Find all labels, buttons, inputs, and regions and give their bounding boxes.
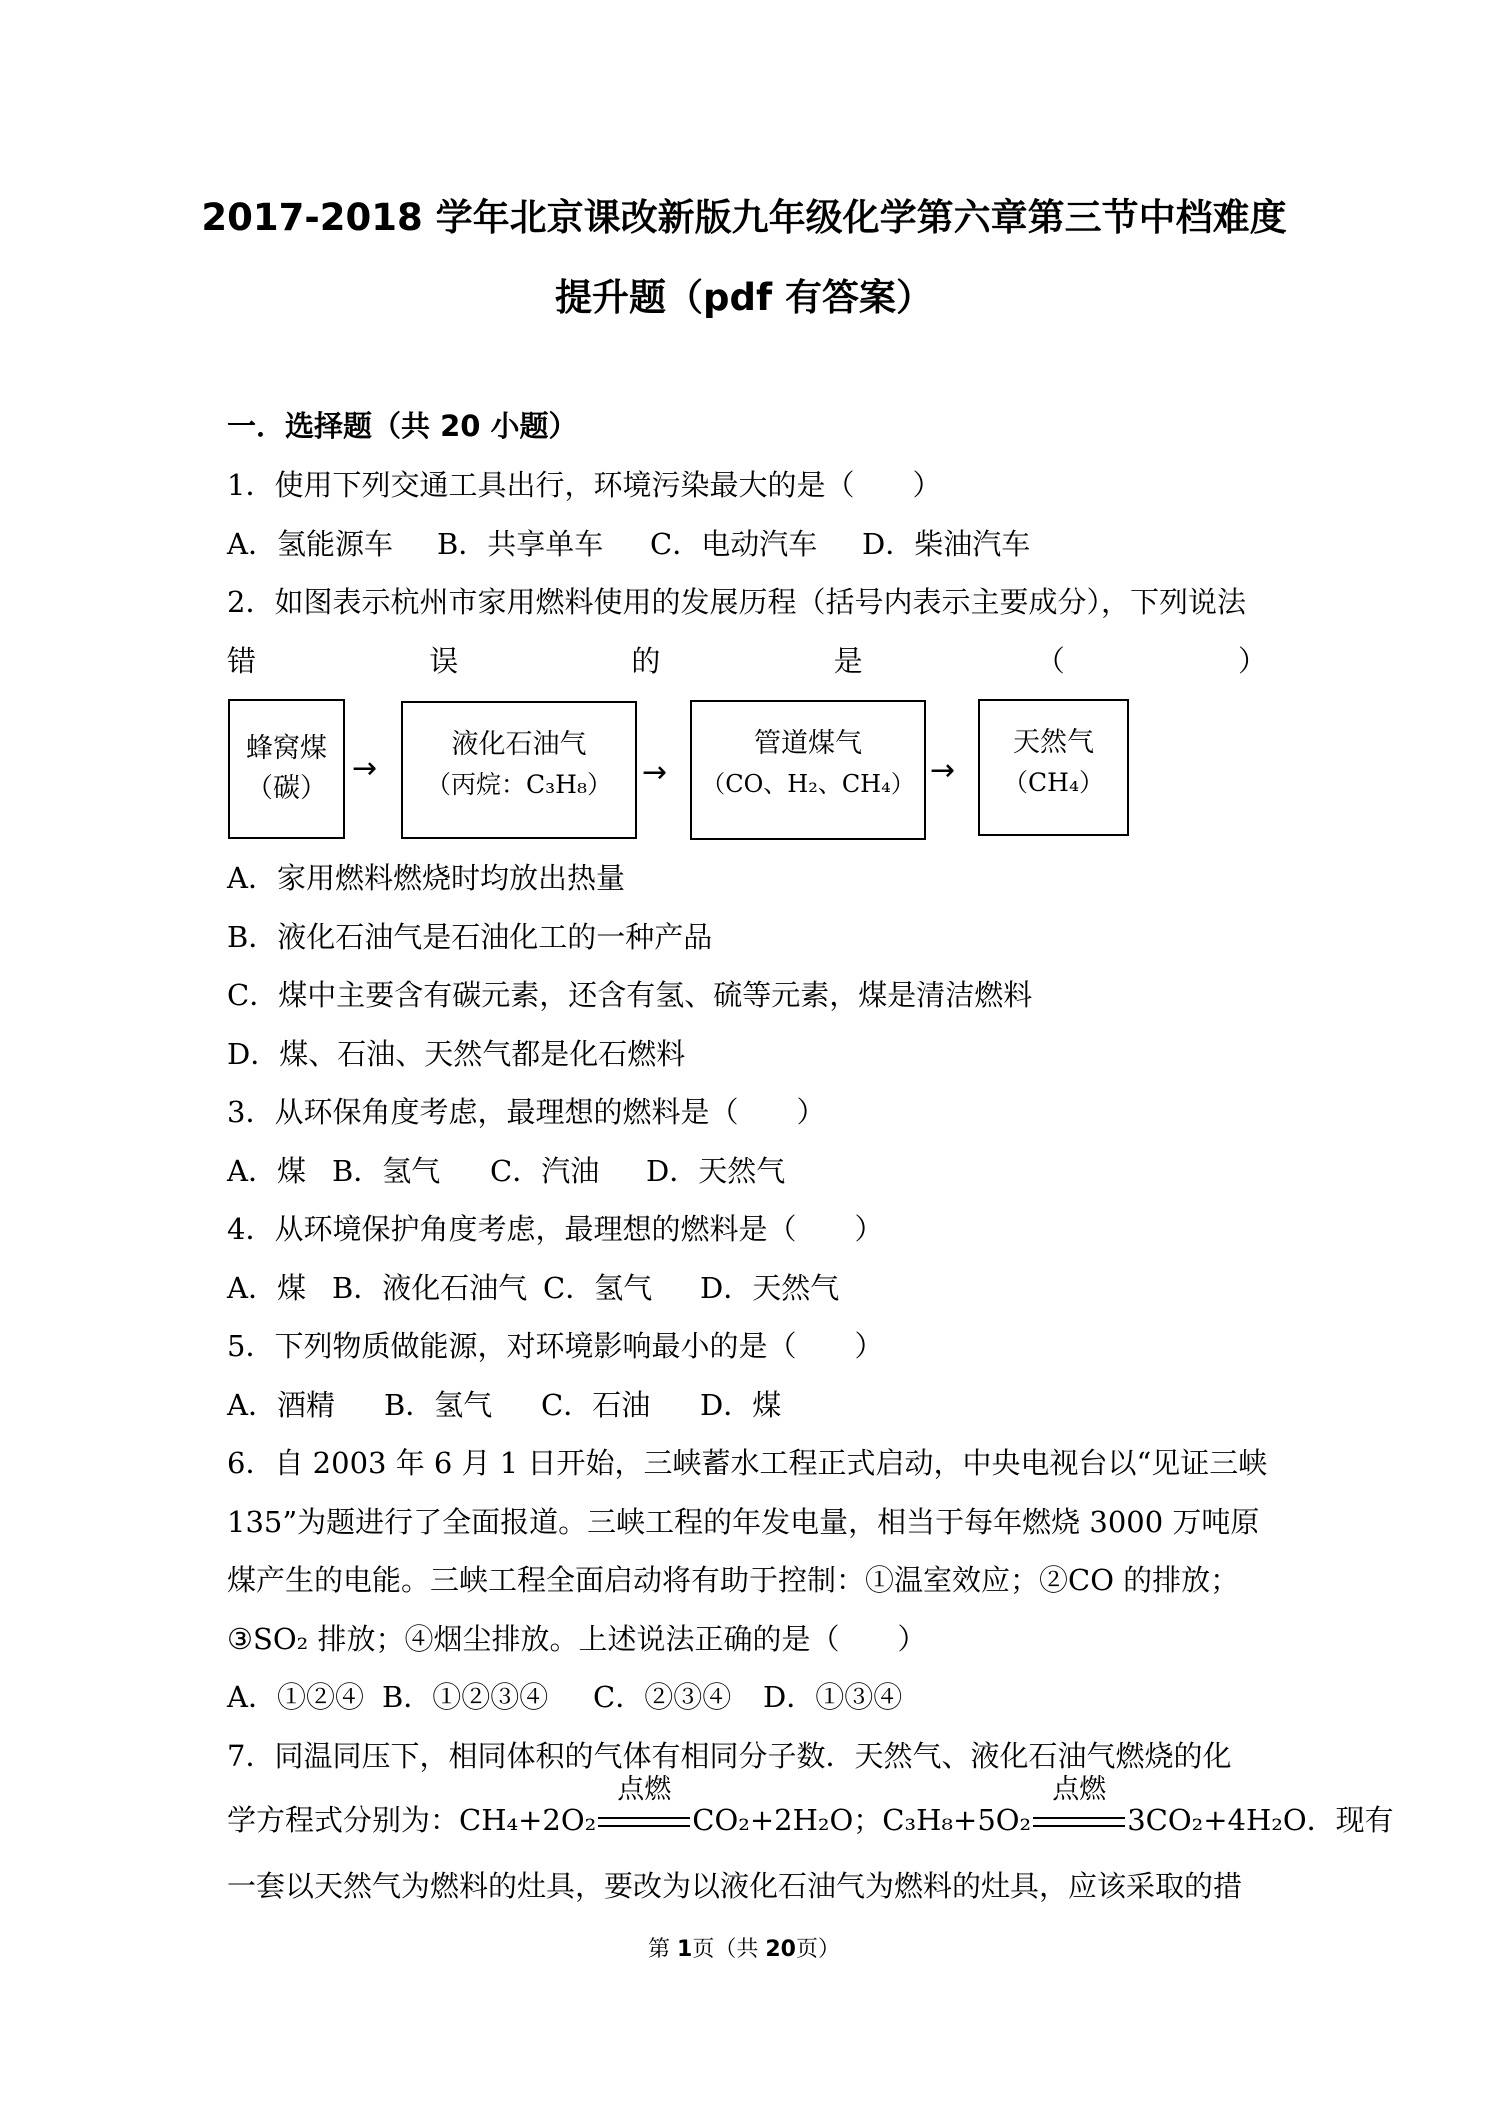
section-heading: 一．选择题（共 20 小题）: [227, 409, 578, 443]
flow-box-lpg: [401, 701, 637, 839]
arrow-right-icon: →: [352, 751, 378, 786]
q6-option-d: D．①③④: [763, 1680, 903, 1714]
q7-stem-line1: 7．同温同压下，相同体积的气体有相同分子数．天然气、液化石油气燃烧的化: [227, 1739, 1232, 1773]
q5-stem: 5．下列物质做能源，对环境影响最小的是（ ）: [227, 1329, 884, 1363]
q1-options: [227, 524, 1030, 564]
q2-word: 误: [429, 644, 459, 678]
q3-option-a: A．煤: [227, 1154, 306, 1188]
q7-eq-part: CO₂+2H₂O；C₃H₈+5O₂: [692, 1803, 1032, 1837]
q6-stem-line1: 6．自 2003 年 6 月 1 日开始，三峡蓄水工程正式启动，中央电视台以“见证三峡: [227, 1446, 1268, 1480]
q2-option-c: C．煤中主要含有碳元素，还含有氢、硫等元素，煤是清洁燃料: [227, 978, 1033, 1012]
q1-option-d: D．柴油汽车: [862, 527, 1031, 561]
q5-option-c: C．石油: [541, 1388, 651, 1422]
flow-box-natural-gas: [978, 699, 1129, 836]
q5-option-b: B．氢气: [384, 1388, 493, 1422]
double-line: [1033, 1817, 1125, 1827]
q2-option-a: A．家用燃料燃烧时均放出热量: [227, 861, 625, 895]
q2-option-d: D．煤、石油、天然气都是化石燃料: [227, 1037, 686, 1071]
q6-option-a: A．①②④: [227, 1680, 364, 1714]
q6-option-c: C．②③④: [593, 1680, 732, 1714]
document-title-line1: 2017-2018 学年北京课改新版九年级化学第六章第三节中档难度: [201, 196, 1287, 239]
footer-text: 页（共: [692, 1937, 766, 1962]
q2-word: 的: [631, 644, 661, 678]
page-footer: [0, 1935, 1488, 1965]
q3-stem: 3．从环保角度考虑，最理想的燃料是（ ）: [227, 1095, 826, 1129]
q2-option-b: B．液化石油气是石油化工的一种产品: [227, 920, 713, 954]
flow-box-composition: （CH₄）: [1003, 768, 1104, 797]
q2-word: ）: [1237, 644, 1267, 678]
q4-option-b: B．液化石油气: [332, 1271, 528, 1305]
q4-stem: 4．从环境保护角度考虑，最理想的燃料是（ ）: [227, 1212, 884, 1246]
q6-options: [227, 1677, 902, 1717]
footer-total-pages: 20: [765, 1937, 796, 1962]
q5-options: [227, 1385, 781, 1425]
q1-stem: 1．使用下列交通工具出行，环境污染最大的是（ ）: [227, 468, 942, 502]
q2-word: （: [1035, 644, 1065, 678]
q4-option-d: D．天然气: [700, 1271, 840, 1305]
footer-text: 页）: [795, 1937, 840, 1962]
q3-option-d: D．天然气: [646, 1154, 786, 1188]
q4-options: [227, 1268, 839, 1308]
q6-option-b: B．①②③④: [382, 1680, 549, 1714]
q3-option-b: B．氢气: [332, 1154, 441, 1188]
ignite-label: 点燃: [617, 1774, 672, 1805]
q6-stem-line4: ③SO₂ 排放；④烟尘排放。上述说法正确的是（ ）: [227, 1622, 927, 1656]
q7-eq-part: 学方程式分别为：CH₄+2O₂: [227, 1803, 597, 1837]
flow-box-name: 液化石油气: [451, 729, 587, 760]
q4-option-a: A．煤: [227, 1271, 306, 1305]
q4-option-c: C．氢气: [543, 1271, 653, 1305]
q1-option-c: C．电动汽车: [650, 527, 818, 561]
flow-box-name: 天然气: [1013, 727, 1094, 758]
flow-box-composition: （丙烷：C₃H₈）: [426, 770, 612, 799]
flow-box-name: 蜂窝煤: [246, 733, 327, 764]
flow-box-composition: （CO、H₂、CH₄）: [701, 770, 915, 798]
reaction-condition: [596, 1774, 692, 1840]
footer-page-number: 1: [677, 1937, 693, 1962]
flow-box-pipeline-gas: [690, 700, 926, 840]
q7-eq-part: 3CO₂+4H₂O．现有: [1127, 1803, 1394, 1837]
arrow-right-icon: →: [642, 755, 668, 790]
q5-option-d: D．煤: [700, 1388, 782, 1422]
double-line: [598, 1817, 690, 1827]
q2-stem-line2: [227, 641, 1267, 681]
q1-option-b: B．共享单车: [437, 527, 604, 561]
q7-equations: [227, 1774, 1394, 1840]
q6-stem-line3: 煤产生的电能。三峡工程全面启动将有助于控制：①温室效应；②CO 的排放；: [227, 1563, 1240, 1597]
document-title-line2: 提升题（pdf 有答案）: [555, 276, 933, 319]
q1-option-a: A．氢能源车: [227, 527, 393, 561]
ignite-label: 点燃: [1052, 1774, 1107, 1805]
q2-stem-line1: 2．如图表示杭州市家用燃料使用的发展历程（括号内表示主要成分），下列说法: [227, 585, 1246, 619]
arrow-right-icon: →: [930, 753, 956, 788]
reaction-condition: [1031, 1774, 1127, 1840]
q2-word: 错: [227, 644, 257, 678]
q3-options: [227, 1151, 785, 1191]
footer-text: 第: [648, 1937, 678, 1962]
flow-box-name: 管道煤气: [754, 728, 862, 759]
q6-stem-line2: 135”为题进行了全面报道。三峡工程的年发电量，相当于每年燃烧 3000 万吨原: [227, 1505, 1260, 1539]
q5-option-a: A．酒精: [227, 1388, 335, 1422]
flow-box-honeycomb-coal: [228, 699, 345, 839]
q2-word: 是: [833, 644, 863, 678]
flow-box-composition: （碳）: [246, 773, 327, 804]
q3-option-c: C．汽油: [490, 1154, 600, 1188]
q7-stem-line3: 一套以天然气为燃料的灶具，要改为以液化石油气为燃料的灶具，应该采取的措: [227, 1869, 1243, 1903]
